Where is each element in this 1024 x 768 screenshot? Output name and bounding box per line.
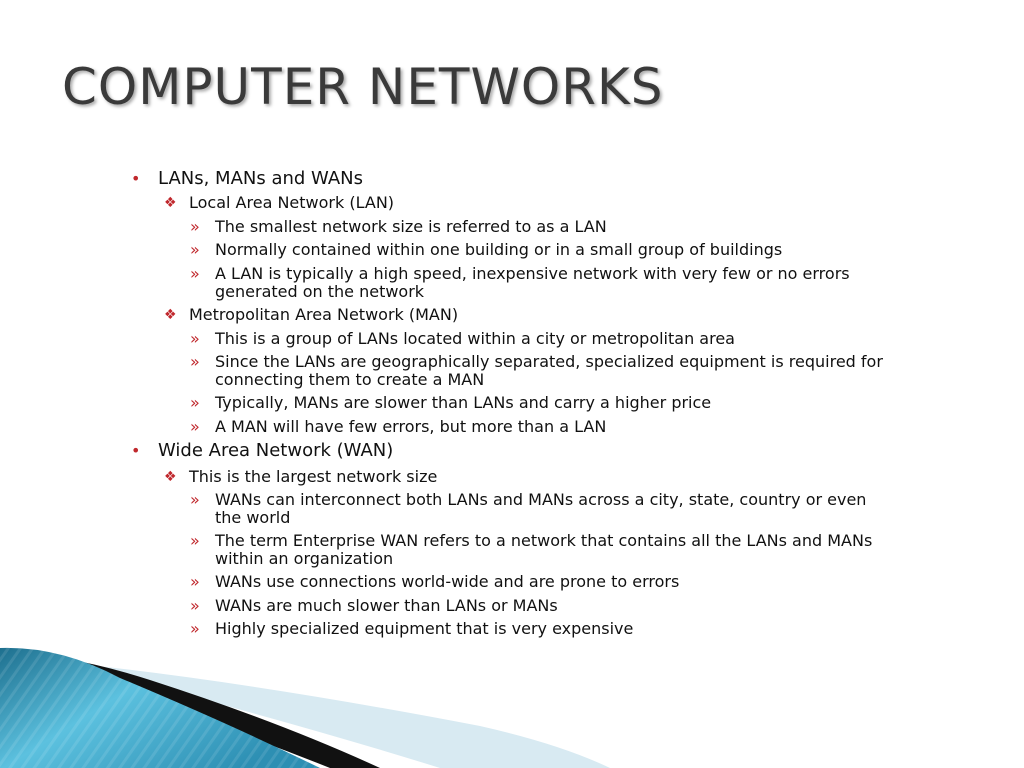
- chevron-bullet-icon: »: [190, 417, 200, 436]
- bullet-text: LANs, MANs and WANs: [158, 168, 364, 189]
- chevron-bullet-icon: »: [190, 393, 200, 412]
- bullet-text: WANs use connections world-wide and are prone to errors: [215, 572, 680, 591]
- bullet-l2-man-heading: [164, 305, 459, 325]
- bullet-l3-man-1: [190, 329, 735, 348]
- bullet-l2-wan-sub: [164, 467, 438, 487]
- bullet-text-line-2: the world: [215, 508, 291, 527]
- bullet-text: This is the largest network size: [189, 467, 438, 486]
- bullet-l3-lan-1: [190, 217, 607, 236]
- bullet-dot-icon: •: [131, 441, 141, 460]
- bullet-text: Highly specialized equipment that is very expensive: [215, 619, 634, 638]
- bullet-l3-lan-2: [190, 240, 783, 259]
- chevron-bullet-icon: »: [190, 619, 200, 638]
- bullet-l1-lans-mans-wans: [131, 168, 364, 190]
- chevron-bullet-icon: »: [190, 531, 200, 550]
- chevron-bullet-icon: »: [190, 217, 200, 236]
- bullet-text-line-2: generated on the network: [215, 282, 425, 301]
- bullet-l3-wan-2: [190, 531, 873, 568]
- chevron-bullet-icon: »: [190, 572, 200, 591]
- slide-title: COMPUTER NETWORKS: [62, 58, 664, 116]
- bullet-text: Metropolitan Area Network (MAN): [189, 305, 459, 324]
- bullet-l3-wan-4: [190, 596, 558, 615]
- bullet-l2-lan-heading: [164, 193, 395, 213]
- bullet-text: The smallest network size is referred to as a LAN: [215, 217, 607, 236]
- chevron-bullet-icon: »: [190, 352, 200, 371]
- chevron-bullet-icon: »: [190, 240, 200, 259]
- bullet-text-line-2: connecting them to create a MAN: [215, 370, 485, 389]
- bullet-l3-man-3: [190, 393, 712, 412]
- bullet-text-line-1: The term Enterprise WAN refers to a network that contains all the LANs and MANs: [215, 531, 873, 550]
- diamond-bullet-icon: ❖: [164, 195, 177, 211]
- diamond-bullet-icon: ❖: [164, 307, 177, 323]
- bullet-dot-icon: •: [131, 169, 141, 188]
- bullet-text-line-2: within an organization: [215, 549, 394, 568]
- bullet-text: Wide Area Network (WAN): [158, 440, 394, 461]
- bullet-l3-wan-5: [190, 619, 634, 638]
- chevron-bullet-icon: »: [190, 490, 200, 509]
- bullet-text: A MAN will have few errors, but more than a LAN: [215, 417, 607, 436]
- bullet-text: This is a group of LANs located within a city or metropolitan area: [215, 329, 735, 348]
- bullet-l3-man-4: [190, 417, 607, 436]
- diamond-bullet-icon: ❖: [164, 469, 177, 485]
- bullet-text: Normally contained within one building or in a small group of buildings: [215, 240, 783, 259]
- decorative-wave-graphic: [0, 640, 1024, 768]
- bullet-l3-wan-1: [190, 490, 867, 527]
- bullet-l3-wan-3: [190, 572, 680, 591]
- bullet-text: Typically, MANs are slower than LANs and carry a higher price: [215, 393, 712, 412]
- chevron-bullet-icon: »: [190, 596, 200, 615]
- chevron-bullet-icon: »: [190, 329, 200, 348]
- bullet-text: WANs are much slower than LANs or MANs: [215, 596, 558, 615]
- bullet-text-line-1: A LAN is typically a high speed, inexpensive network with very few or no errors: [215, 264, 850, 283]
- bullet-l3-lan-3: [190, 264, 850, 301]
- bullet-text-line-1: WANs can interconnect both LANs and MANs across a city, state, country or even: [215, 490, 867, 509]
- bullet-text: Local Area Network (LAN): [189, 193, 395, 212]
- bullet-l1-wan: [131, 440, 394, 462]
- chevron-bullet-icon: »: [190, 264, 200, 283]
- bullet-l3-man-2: [190, 352, 883, 389]
- bullet-text-line-1: Since the LANs are geographically separated, specialized equipment is required for: [215, 352, 883, 371]
